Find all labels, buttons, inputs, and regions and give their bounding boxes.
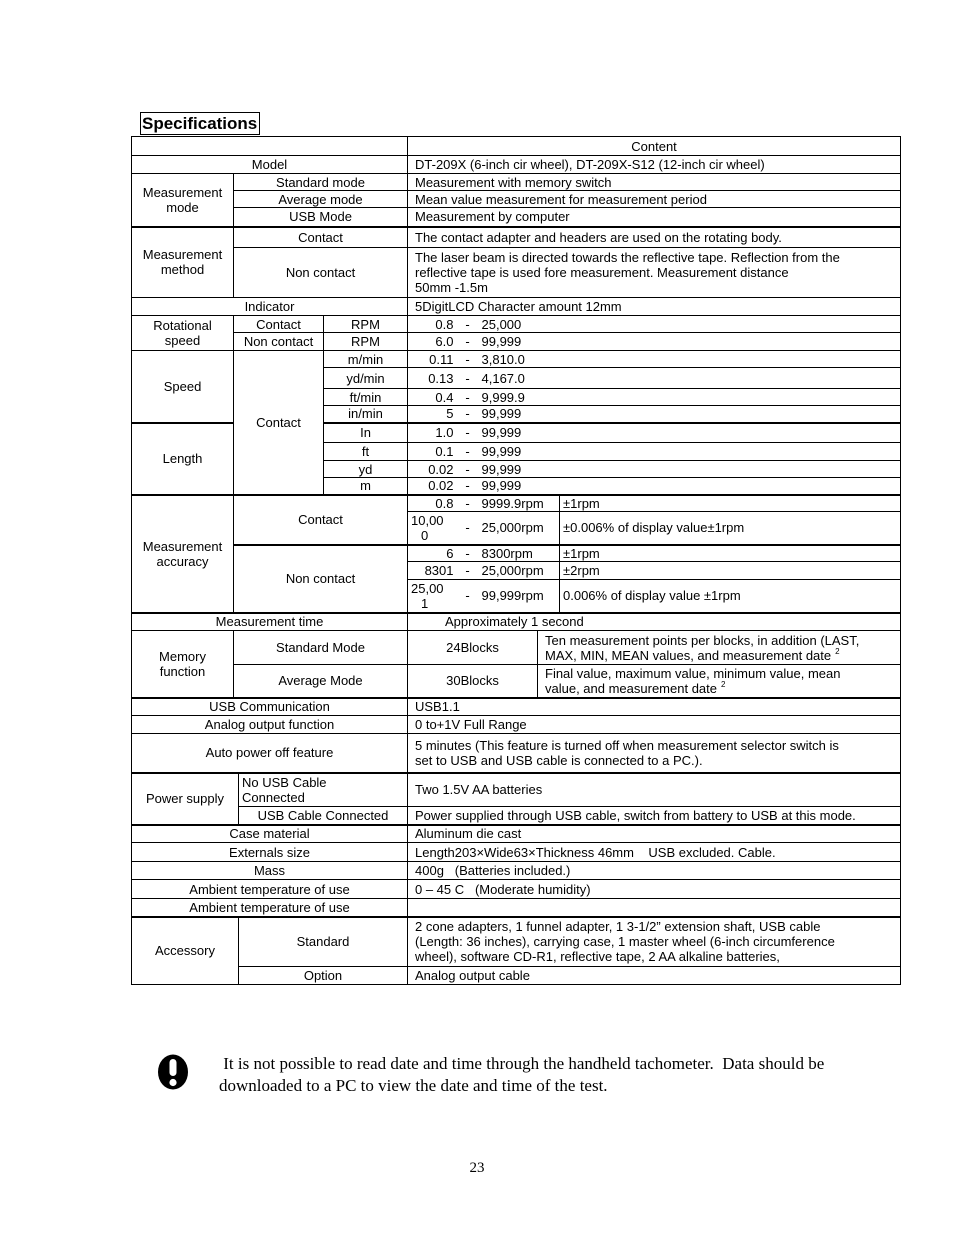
- range-dash: -: [457, 512, 479, 545]
- range-dash: -: [457, 368, 479, 389]
- model-row: [132, 156, 901, 174]
- range-min: 8301: [408, 562, 457, 580]
- range-max: 8300rpm: [479, 545, 560, 562]
- measurement-mode-row: [132, 174, 901, 191]
- ambient-label: Ambient temperature of use: [132, 880, 408, 899]
- range-dash: -: [457, 389, 479, 406]
- accuracy-value: ±0.006% of display value±1rpm: [560, 512, 901, 545]
- analog-label: Analog output function: [132, 716, 408, 734]
- accessory-standard-label: Standard: [239, 917, 408, 967]
- accuracy-value: ±2rpm: [560, 562, 901, 580]
- mass-value: 400g (Batteries included.): [408, 862, 901, 880]
- rot-unit: RPM: [324, 333, 408, 351]
- externals-label: Externals size: [132, 843, 408, 862]
- unit: m/min: [324, 351, 408, 368]
- range-min: 25,00 1: [408, 580, 457, 613]
- mode-name: Standard mode: [234, 174, 408, 191]
- range-dash: -: [457, 406, 479, 423]
- accessory-row: [132, 967, 901, 985]
- measurement-time-value: Approximately 1 second: [408, 613, 901, 631]
- exclamation-icon: [157, 1054, 189, 1090]
- range-min: 0.02: [408, 478, 457, 495]
- unit: in/min: [324, 406, 408, 423]
- method-noncontact: Non contact: [234, 248, 408, 298]
- power-condition: USB Cable Connected: [239, 807, 408, 825]
- rotational-speed-label: Rotational speed: [132, 316, 234, 351]
- range-dash: -: [457, 545, 479, 562]
- measurement-mode-row: [132, 191, 901, 208]
- auto-power-value: 5 minutes (This feature is turned off when measurement selector switch is set to USB and USB cable is connected to a PC.).: [408, 734, 901, 773]
- power-label: Power supply: [132, 773, 239, 825]
- range-max: 99,999: [479, 461, 901, 478]
- range-max: 3,810.0: [479, 351, 901, 368]
- method-contact-desc: The contact adapter and headers are used on the rotating body.: [408, 227, 901, 248]
- ambient-label: Ambient temperature of use: [132, 899, 408, 917]
- memory-mode: Standard Mode: [234, 631, 408, 665]
- measurement-mode-row: [132, 208, 901, 227]
- range-min: 0.8: [408, 495, 457, 512]
- range-min: 0.8: [408, 316, 457, 333]
- mode-desc: Mean value measurement for measurement period: [408, 191, 901, 208]
- range-dash: -: [457, 461, 479, 478]
- analog-row: [132, 716, 901, 734]
- ambient-value: [408, 899, 901, 917]
- range-max: 99,999: [479, 406, 901, 423]
- memory-blocks: 24Blocks: [408, 631, 538, 665]
- accuracy-row: [132, 495, 901, 512]
- specifications-table: [131, 136, 901, 985]
- memory-row: [132, 631, 901, 665]
- range-dash: -: [457, 478, 479, 495]
- usb-comm-value: USB1.1: [408, 698, 901, 716]
- case-material-label: Case material: [132, 825, 408, 843]
- measurement-method-row: [132, 227, 901, 248]
- speed-length-contact-label: Contact: [234, 351, 324, 495]
- auto-power-label: Auto power off feature: [132, 734, 408, 773]
- range-dash: -: [457, 333, 479, 351]
- memory-desc: Final value, maximum value, minimum value, mean value, and measurement date $^2$: [538, 665, 901, 698]
- superscript: 2: [835, 647, 840, 657]
- memory-label: Memory function: [132, 631, 234, 698]
- rotational-speed-row: [132, 316, 901, 333]
- mass-label: Mass: [132, 862, 408, 880]
- range-max: 9999.9rpm: [479, 495, 560, 512]
- measurement-method-label: Measurement method: [132, 227, 234, 298]
- range-min: 0.11: [408, 351, 457, 368]
- mode-desc: Measurement with memory switch: [408, 174, 901, 191]
- range-dash: -: [457, 495, 479, 512]
- speed-row: [132, 351, 901, 368]
- indicator-row: [132, 298, 901, 316]
- unit: m: [324, 478, 408, 495]
- range-max: 9,999.9: [479, 389, 901, 406]
- indicator-label: Indicator: [132, 298, 408, 316]
- range-min: 0.13: [408, 368, 457, 389]
- range-max: 4,167.0: [479, 368, 901, 389]
- power-value: Two 1.5V AA batteries: [408, 773, 901, 807]
- memory-row: [132, 665, 901, 698]
- power-condition: No USB Cable Connected: [239, 773, 408, 807]
- range-max: 25,000rpm: [479, 512, 560, 545]
- range-dash: -: [457, 443, 479, 461]
- range-dash: -: [457, 580, 479, 613]
- range-max: 99,999: [479, 423, 901, 443]
- range-min: 6: [408, 545, 457, 562]
- range-max: 99,999: [479, 478, 901, 495]
- memory-desc: Ten measurement points per blocks, in addition (LAST, MAX, MIN, MEAN values, and measurement date $^2$: [538, 631, 901, 665]
- rot-unit: RPM: [324, 316, 408, 333]
- range-dash: -: [457, 562, 479, 580]
- range-dash: -: [457, 423, 479, 443]
- usb-comm-label: USB Communication: [132, 698, 408, 716]
- usb-comm-row: [132, 698, 901, 716]
- length-label: Length: [132, 423, 234, 495]
- method-contact: Contact: [234, 227, 408, 248]
- speed-label: Speed: [132, 351, 234, 423]
- accuracy-value: ±1rpm: [560, 495, 901, 512]
- unit: yd/min: [324, 368, 408, 389]
- indicator-value: 5DigitLCD Character amount 12mm: [408, 298, 901, 316]
- content-header: Content: [408, 137, 901, 156]
- externals-row: [132, 843, 901, 862]
- mass-row: [132, 862, 901, 880]
- externals-value: Length203×Wide63×Thickness 46mm USB excluded. Cable.: [408, 843, 901, 862]
- case-material-row: [132, 825, 901, 843]
- accessory-option-label: Option: [239, 967, 408, 985]
- header-row: [132, 137, 901, 156]
- accessory-option-value: Analog output cable: [408, 967, 901, 985]
- accessory-label: Accessory: [132, 917, 239, 985]
- unit: ft/min: [324, 389, 408, 406]
- mode-desc: Measurement by computer: [408, 208, 901, 227]
- rot-method: Contact: [234, 316, 324, 333]
- ambient-row: [132, 899, 901, 917]
- mode-name: Average mode: [234, 191, 408, 208]
- ambient-row: [132, 880, 901, 899]
- accessory-row: [132, 917, 901, 967]
- accuracy-value: 0.006% of display value ±1rpm: [560, 580, 901, 613]
- accuracy-noncontact: Non contact: [234, 545, 408, 613]
- rot-method: Non contact: [234, 333, 324, 351]
- accuracy-row: [132, 545, 901, 562]
- range-max: 99,999: [479, 443, 901, 461]
- auto-power-row: [132, 734, 901, 773]
- unit: ft: [324, 443, 408, 461]
- range-min: 6.0: [408, 333, 457, 351]
- unit: yd: [324, 461, 408, 478]
- page-number: 23: [469, 1160, 485, 1176]
- range-min: 0.4: [408, 389, 457, 406]
- range-dash: -: [457, 316, 479, 333]
- mode-name: USB Mode: [234, 208, 408, 227]
- accuracy-contact: Contact: [234, 495, 408, 545]
- method-noncontact-desc: The laser beam is directed towards the reflective tape. Reflection from the reflective tape is used fore measurement. Measurement distance 50mm -1.5m: [408, 248, 901, 298]
- range-min: 0.02: [408, 461, 457, 478]
- measurement-time-row: [132, 613, 901, 631]
- superscript: 2: [721, 680, 726, 690]
- measurement-time-label: Measurement time: [132, 613, 408, 631]
- range-dash: -: [457, 351, 479, 368]
- range-min: 0.1: [408, 443, 457, 461]
- range-max: 99,999rpm: [479, 580, 560, 613]
- range-max: 99,999: [479, 333, 901, 351]
- memory-blocks: 30Blocks: [408, 665, 538, 698]
- range-max: 25,000rpm: [479, 562, 560, 580]
- accessory-standard-value: 2 cone adapters, 1 funnel adapter, 1 3-1/2” extension shaft, USB cable (Length: 36 inches), carrying case, 1 master wheel (6-inch circumference wheel), software CD-R1, reflective tape, 2 AA alkaline batteries,: [408, 917, 901, 967]
- case-material-value: Aluminum die cast: [408, 825, 901, 843]
- analog-value: 0 to+1V Full Range: [408, 716, 901, 734]
- model-value: DT-209X (6-inch cir wheel), DT-209X-S12 (12-inch cir wheel): [408, 156, 901, 174]
- note-text: It is not possible to read date and time through the handheld tachometer. Data should be downloaded to a PC to view the date and time of the test.: [219, 1054, 825, 1095]
- section-heading: Specifications: [140, 112, 260, 135]
- accuracy-value: ±1rpm: [560, 545, 901, 562]
- range-max: 25,000: [479, 316, 901, 333]
- range-min: 5: [408, 406, 457, 423]
- power-row: [132, 807, 901, 825]
- unit: In: [324, 423, 408, 443]
- model-label: Model: [132, 156, 408, 174]
- range-min: 1.0: [408, 423, 457, 443]
- rotational-speed-row: [132, 333, 901, 351]
- measurement-method-row: [132, 248, 901, 298]
- memory-mode: Average Mode: [234, 665, 408, 698]
- accuracy-label: Measurement accuracy: [132, 495, 234, 613]
- measurement-mode-label: Measurement mode: [132, 174, 234, 227]
- ambient-value: 0 – 45 C (Moderate humidity): [408, 880, 901, 899]
- range-min: 10,00 0: [408, 512, 457, 545]
- power-value: Power supplied through USB cable, switch from battery to USB at this mode.: [408, 807, 901, 825]
- power-row: [132, 773, 901, 807]
